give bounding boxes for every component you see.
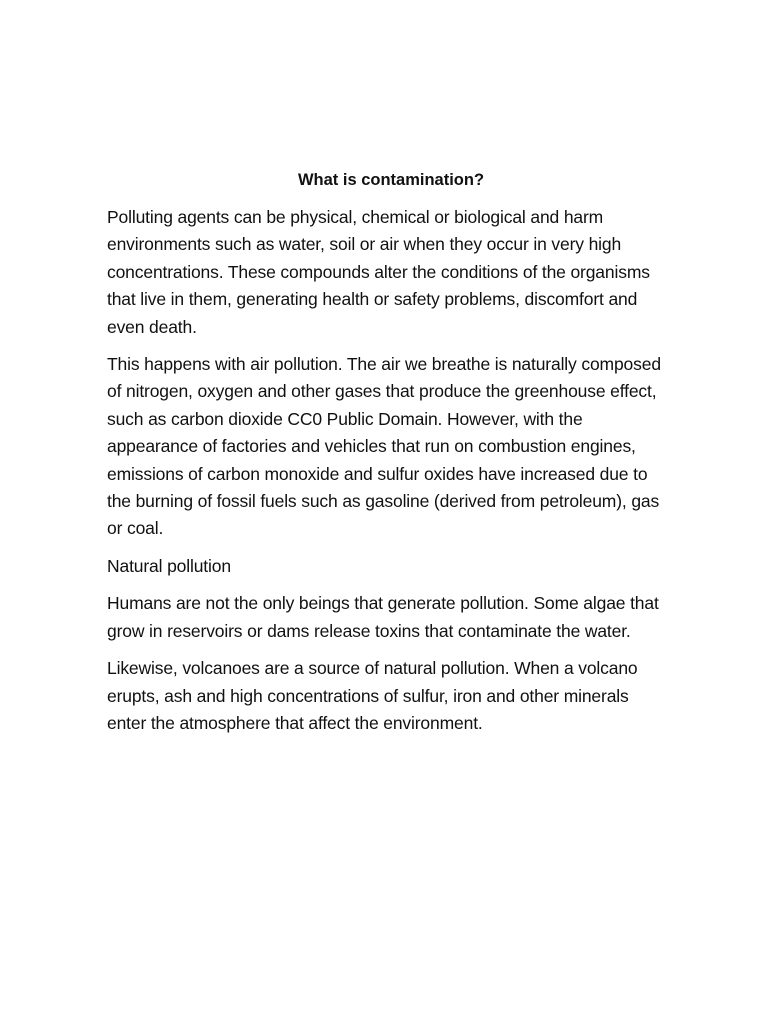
page-title: What is contamination? [297, 171, 485, 189]
section-heading-natural-pollution: Natural pollution [107, 555, 231, 576]
paragraph-air-pollution: This happens with air pollution. The air we breathe is naturally composed of nitrogen, oxygen and other gases that produce the greenhouse effect, such as carbon dioxide CC0 Public Domain. However, with the appearance of factories and vehicles that run on combustion engines, emissions of carbon monoxide and sulfur oxides have increased due to the burning of fossil fuels such as gasoline (derived from petroleum), gas or coal. [107, 354, 661, 539]
document-body [107, 168, 667, 747]
paragraph-intro: Polluting agents can be physical, chemical or biological and harm environments such as water, soil or air when they occur in very high concentrations. These compounds alter the conditions of the organisms that live in them, generating health or safety problems, discomfort and even death. [107, 207, 650, 337]
paragraph-algae: Humans are not the only beings that generate pollution. Some algae that grow in reservoirs or dams release toxins that contaminate the water. [107, 593, 659, 641]
paragraph-volcanoes: Likewise, volcanoes are a source of natural pollution. When a volcano erupts, ash and high concentrations of sulfur, iron and other minerals enter the atmosphere that affect the environment. [107, 658, 638, 733]
